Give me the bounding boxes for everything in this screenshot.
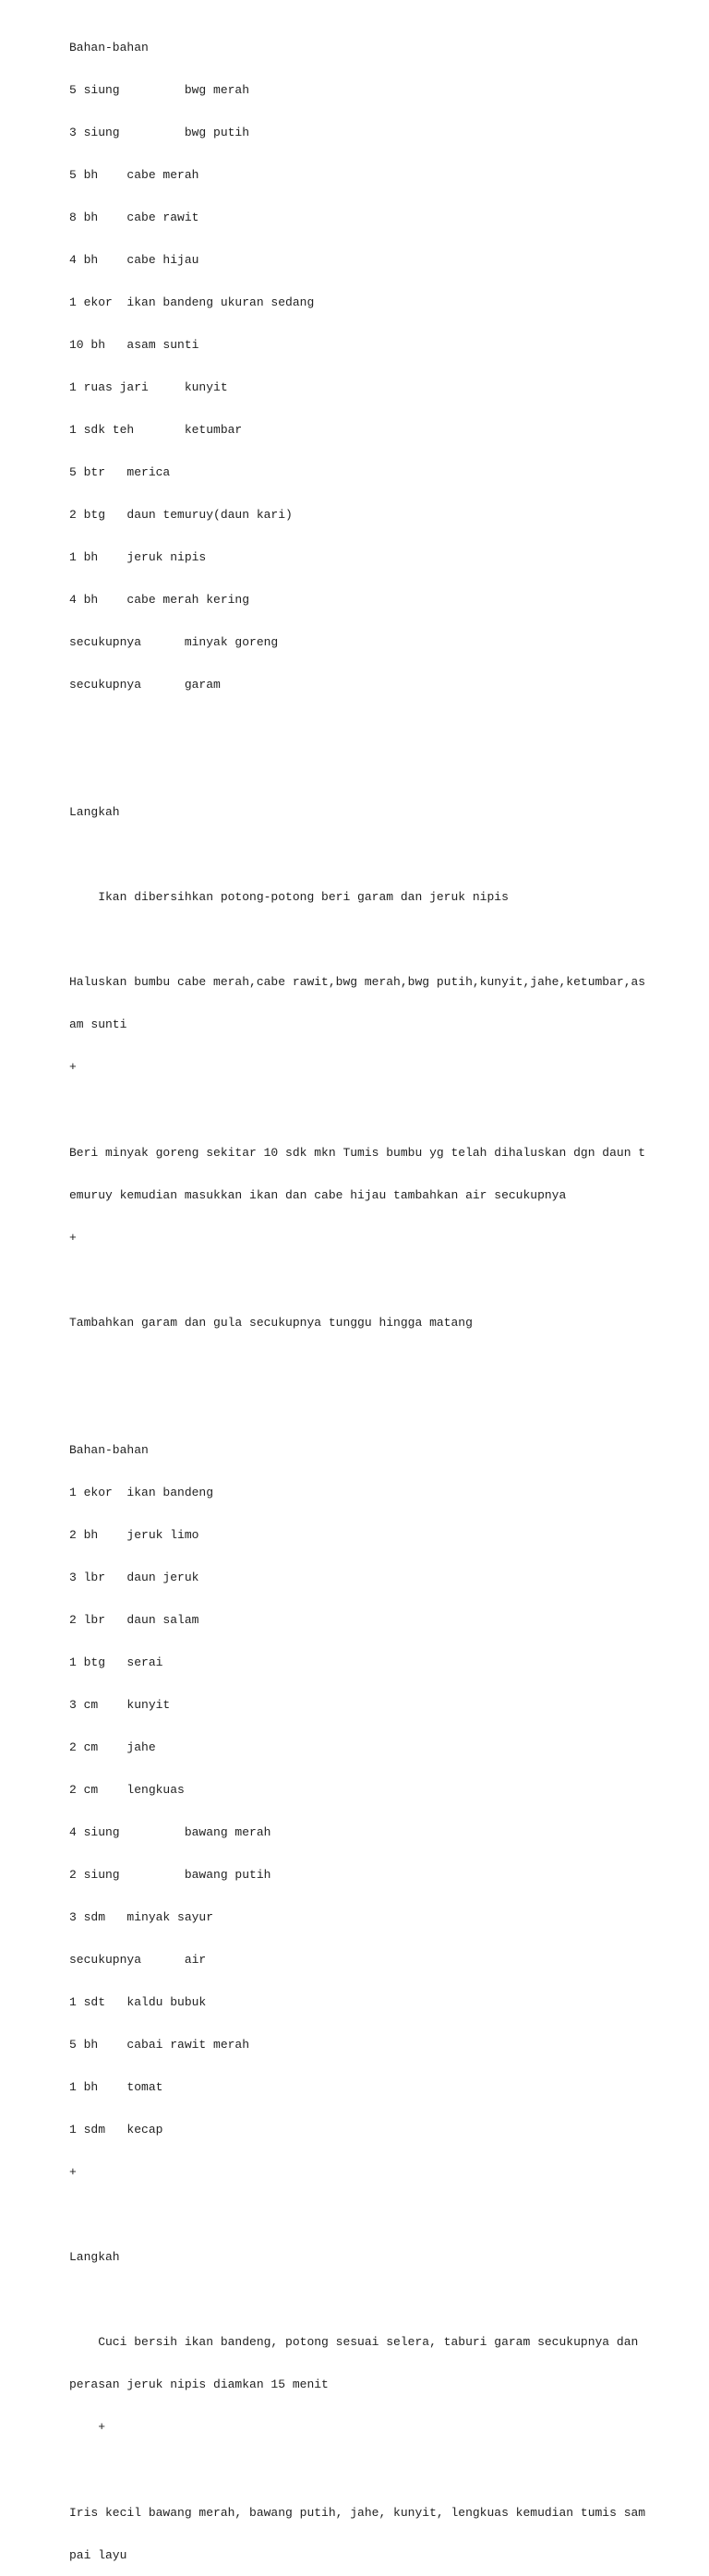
blank-line xyxy=(69,2293,697,2306)
ingredient-line: 2 btg daun temuruy(daun kari) xyxy=(69,508,293,523)
ingredient-line: secukupnya air xyxy=(69,1953,207,1968)
blank-line xyxy=(69,763,697,776)
heading-bahan-bahan-1: Bahan-bahan xyxy=(69,40,149,54)
ingredient-line: 5 siung bwg merah xyxy=(69,82,250,97)
blank-line xyxy=(69,1102,697,1116)
step-line: Cuci bersih ikan bandeng, potong sesuai selera, taburi garam secukupnya dan xyxy=(69,2335,639,2350)
step-line: Ikan dibersihkan potong-potong beri garam dan jeruk nipis xyxy=(69,890,509,905)
ingredient-line: 2 lbr daun salam xyxy=(69,1612,199,1627)
ingredient-line: 3 siung bwg putih xyxy=(69,125,250,139)
step-line: perasan jeruk nipis diamkan 15 menit xyxy=(69,2377,329,2392)
ingredient-line: 1 bh tomat xyxy=(69,2080,163,2095)
plus-marker: + xyxy=(69,2420,106,2435)
ingredient-line: 3 sdm minyak sayur xyxy=(69,1910,214,1925)
ingredient-line: secukupnya garam xyxy=(69,678,221,692)
blank-line xyxy=(69,2208,697,2221)
step-line: Beri minyak goreng sekitar 10 sdk mkn Tumis bumbu yg telah dihaluskan dgn daun t xyxy=(69,1145,646,1160)
plus-marker: + xyxy=(69,2165,77,2180)
blank-line xyxy=(69,933,697,946)
heading-bahan-bahan-2: Bahan-bahan xyxy=(69,1442,149,1457)
ingredient-line: 1 sdt kaldu bubuk xyxy=(69,1995,207,2010)
step-line: pai layu xyxy=(69,2547,127,2562)
ingredient-line: 5 bh cabai rawit merah xyxy=(69,2038,250,2052)
recipe-document xyxy=(69,12,697,2576)
heading-langkah-2: Langkah xyxy=(69,2250,120,2265)
ingredient-line: 2 bh jeruk limo xyxy=(69,1527,199,1542)
step-line: Iris kecil bawang merah, bawang putih, jahe, kunyit, lengkuas kemudian tumis sam xyxy=(69,2505,646,2520)
ingredient-line: secukupnya minyak goreng xyxy=(69,635,279,650)
blank-line xyxy=(69,2462,697,2476)
step-line: Haluskan bumbu cabe merah,cabe rawit,bwg merah,bwg putih,kunyit,jahe,ketumbar,as xyxy=(69,975,646,990)
ingredient-line: 2 cm lengkuas xyxy=(69,1782,185,1797)
ingredient-line: 1 btg serai xyxy=(69,1655,163,1669)
plus-marker: + xyxy=(69,1230,77,1245)
ingredient-line: 3 lbr daun jeruk xyxy=(69,1570,199,1584)
ingredient-line: 1 ruas jari kunyit xyxy=(69,379,228,394)
ingredient-line: 1 sdm kecap xyxy=(69,2123,163,2137)
step-line: emuruy kemudian masukkan ikan dan cabe hijau tambahkan air secukupnya xyxy=(69,1187,567,1202)
ingredient-line: 10 bh asam sunti xyxy=(69,337,199,352)
ingredient-line: 1 ekor ikan bandeng xyxy=(69,1485,214,1499)
ingredient-line: 3 cm kunyit xyxy=(69,1697,171,1712)
ingredient-line: 4 siung bawang merah xyxy=(69,1825,271,1839)
plus-marker: + xyxy=(69,1060,77,1075)
ingredient-line: 1 ekor ikan bandeng ukuran sedang xyxy=(69,295,315,309)
heading-langkah-1: Langkah xyxy=(69,805,120,820)
blank-line xyxy=(69,1401,697,1414)
blank-line xyxy=(69,720,697,734)
blank-line xyxy=(69,1358,697,1372)
step-line: am sunti xyxy=(69,1017,127,1032)
ingredient-line: 2 siung bawang putih xyxy=(69,1868,271,1883)
ingredient-line: 5 btr merica xyxy=(69,465,171,479)
ingredient-line: 1 sdk teh ketumbar xyxy=(69,422,243,437)
ingredient-line: 1 bh jeruk nipis xyxy=(69,550,207,565)
ingredient-line: 5 bh cabe merah xyxy=(69,167,199,182)
ingredient-line: 4 bh cabe merah kering xyxy=(69,593,250,608)
blank-line xyxy=(69,1273,697,1287)
ingredient-line: 8 bh cabe rawit xyxy=(69,210,199,224)
step-line: Tambahkan garam dan gula secukupnya tunggu hingga matang xyxy=(69,1315,473,1330)
ingredient-line: 4 bh cabe hijau xyxy=(69,252,199,267)
blank-line xyxy=(69,848,697,861)
ingredient-line: 2 cm jahe xyxy=(69,1739,156,1754)
